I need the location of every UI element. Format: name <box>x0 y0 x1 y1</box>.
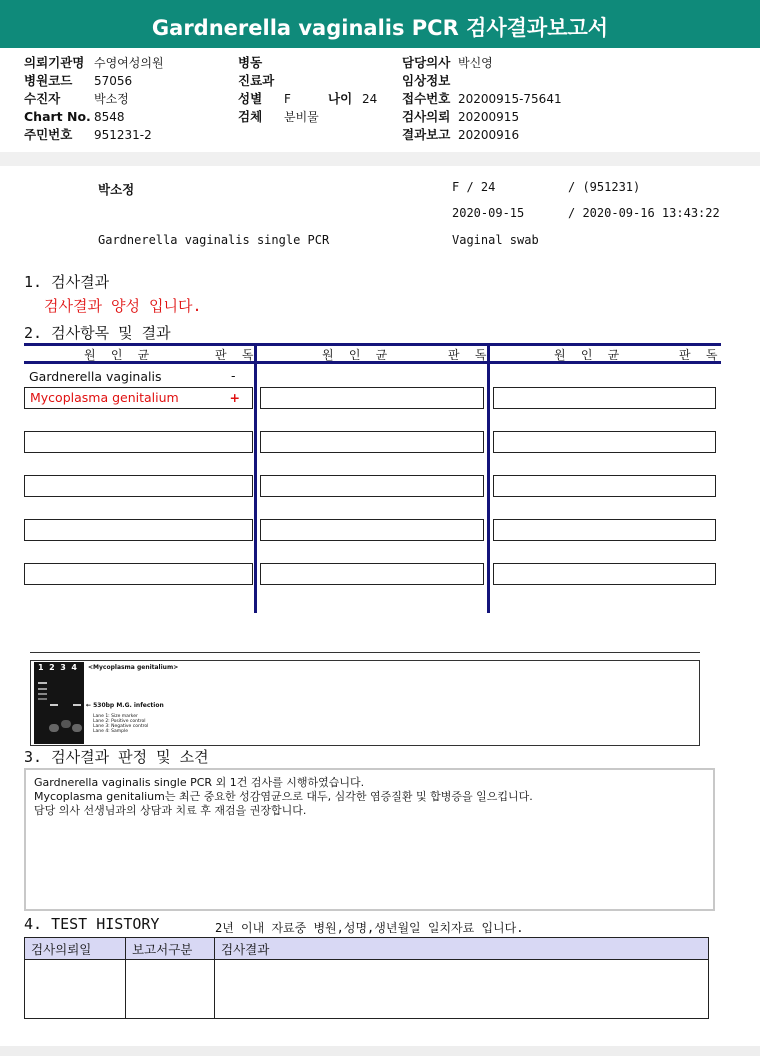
section1-result: 검사결과 양성 입니다. <box>44 297 202 315</box>
info-row-institution: 의뢰기관명 수영여성의원 <box>24 55 164 70</box>
summary-name: 박소정 <box>98 182 135 197</box>
summary-dob: / (951231) <box>568 180 641 194</box>
empty-result-cell <box>260 431 484 453</box>
col-header-result-3: 판 독 <box>679 348 722 362</box>
report-date-label: 결과보고 <box>402 127 451 142</box>
result-row-positive <box>24 387 253 409</box>
ward-label: 병동 <box>238 55 263 70</box>
primer-dimer-band <box>49 724 59 732</box>
info-row-hospital-code: 병원코드 57056 <box>24 73 133 88</box>
history-col-result: 검사결과 <box>215 938 709 960</box>
result-row-pathogen: Mycoplasma genitalium <box>30 390 179 405</box>
col-header-pathogen-1: 원 인 균 <box>84 348 154 362</box>
header-col2 <box>238 54 398 126</box>
result-row-value: - <box>231 368 236 383</box>
clinical-info-label: 임상정보 <box>402 73 451 88</box>
empty-result-cell <box>260 387 484 409</box>
column-divider-2 <box>487 343 490 613</box>
empty-result-cell <box>24 519 253 541</box>
primer-dimer-band <box>72 724 82 732</box>
footer-strip <box>0 1046 760 1056</box>
empty-result-cell <box>260 519 484 541</box>
sample-band <box>73 704 81 706</box>
result-row-pathogen: Gardnerella vaginalis <box>29 369 162 384</box>
empty-result-cell <box>493 431 716 453</box>
age-value: 24 <box>362 92 378 106</box>
header-col1 <box>24 54 224 144</box>
doctor-label: 담당의사 <box>402 55 451 70</box>
sex-label: 성별 <box>238 91 263 106</box>
summary-test-name: Gardnerella vaginalis single PCR <box>98 233 330 247</box>
empty-result-cell <box>493 387 716 409</box>
empty-result-cell <box>24 431 253 453</box>
gel-image <box>34 662 84 744</box>
history-note: 2년 이내 자료중 병원,성명,생년월일 일치자료 입니다. <box>215 921 524 935</box>
dept-label: 진료과 <box>238 73 275 88</box>
gel-top-rule <box>30 652 700 653</box>
opinion-line: 담당 의사 선생님과의 상담과 치료 후 재검을 권장합니다. <box>34 804 307 817</box>
section1-heading: 1. 검사결과 <box>24 273 110 291</box>
info-row-resident-no: 주민번호 951231-2 <box>24 127 152 142</box>
marker-band <box>38 693 47 695</box>
lane-numbers: 1 2 3 4 <box>38 663 77 672</box>
section2-heading: 2. 검사항목 및 결과 <box>24 324 171 342</box>
summary-specimen: Vaginal swab <box>452 233 539 247</box>
marker-band <box>38 682 47 684</box>
age-label: 나이 <box>328 91 353 106</box>
primer-dimer-band <box>61 720 71 728</box>
column-divider-1 <box>254 343 257 613</box>
opinion-box <box>24 768 715 911</box>
history-col-request-date: 검사의뢰일 <box>25 938 126 960</box>
history-table <box>24 937 709 1019</box>
col-header-result-1: 판 독 <box>215 348 258 362</box>
gel-band-label: ← 530bp M.G. infection <box>86 702 164 709</box>
opinion-line: Gardnerella vaginalis single PCR 외 1건 검사를 시행하였습니다. <box>34 776 365 789</box>
header-separator <box>0 152 760 166</box>
section3-heading: 3. 검사결과 판정 및 소견 <box>24 748 209 766</box>
receipt-no-label: 접수번호 <box>402 91 451 106</box>
summary-sex-age: F / 24 <box>452 180 496 194</box>
info-row-chart-no: Chart No. 8548 <box>24 109 125 124</box>
empty-result-cell <box>260 475 484 497</box>
empty-result-cell <box>24 475 253 497</box>
positive-control-band <box>50 704 58 706</box>
col-header-pathogen-3: 원 인 균 <box>554 348 624 362</box>
request-date-label: 검사의뢰 <box>402 109 451 124</box>
col-header-result-2: 판 독 <box>448 348 491 362</box>
sex-value: F <box>284 92 291 106</box>
specimen-value: 분비물 <box>284 110 319 124</box>
opinion-line: Mycoplasma genitalium는 최근 중요한 성감염균으로 대두, 심각한 염증질환 및 합병증을 일으킵니다. <box>34 790 533 803</box>
marker-band <box>38 698 47 700</box>
gel-legend: Lane 1: Size marker Lane 2: Positive control Lane 3: Negative control Lane 4: Sample <box>93 714 149 734</box>
result-row-value: + <box>229 390 240 405</box>
section4-heading: 4. TEST HISTORY <box>24 915 160 933</box>
empty-result-cell <box>260 563 484 585</box>
table-row <box>25 960 709 1019</box>
marker-band <box>38 688 47 690</box>
report-title: Gardnerella vaginalis PCR 검사결과보고서 <box>0 0 760 48</box>
request-date-value: 20200915 <box>458 110 520 124</box>
summary-receipt-date: 2020-09-15 <box>452 206 525 220</box>
receipt-no-value: 20200915-75641 <box>458 92 562 106</box>
doctor-value: 박신영 <box>458 56 493 70</box>
report-date-value: 20200916 <box>458 128 520 142</box>
header-col3 <box>402 54 662 144</box>
summary-report-datetime: / 2020-09-16 13:43:22 <box>568 206 720 220</box>
col-header-pathogen-2: 원 인 균 <box>322 348 392 362</box>
history-col-report-type: 보고서구분 <box>126 938 215 960</box>
gel-panel <box>30 660 700 746</box>
empty-result-cell <box>493 519 716 541</box>
empty-result-cell <box>24 563 253 585</box>
gel-caption: <Mycoplasma genitalium> <box>88 664 179 671</box>
info-row-patient: 수진자 박소정 <box>24 91 129 106</box>
empty-result-cell <box>493 475 716 497</box>
specimen-label: 검체 <box>238 109 263 124</box>
empty-result-cell <box>493 563 716 585</box>
